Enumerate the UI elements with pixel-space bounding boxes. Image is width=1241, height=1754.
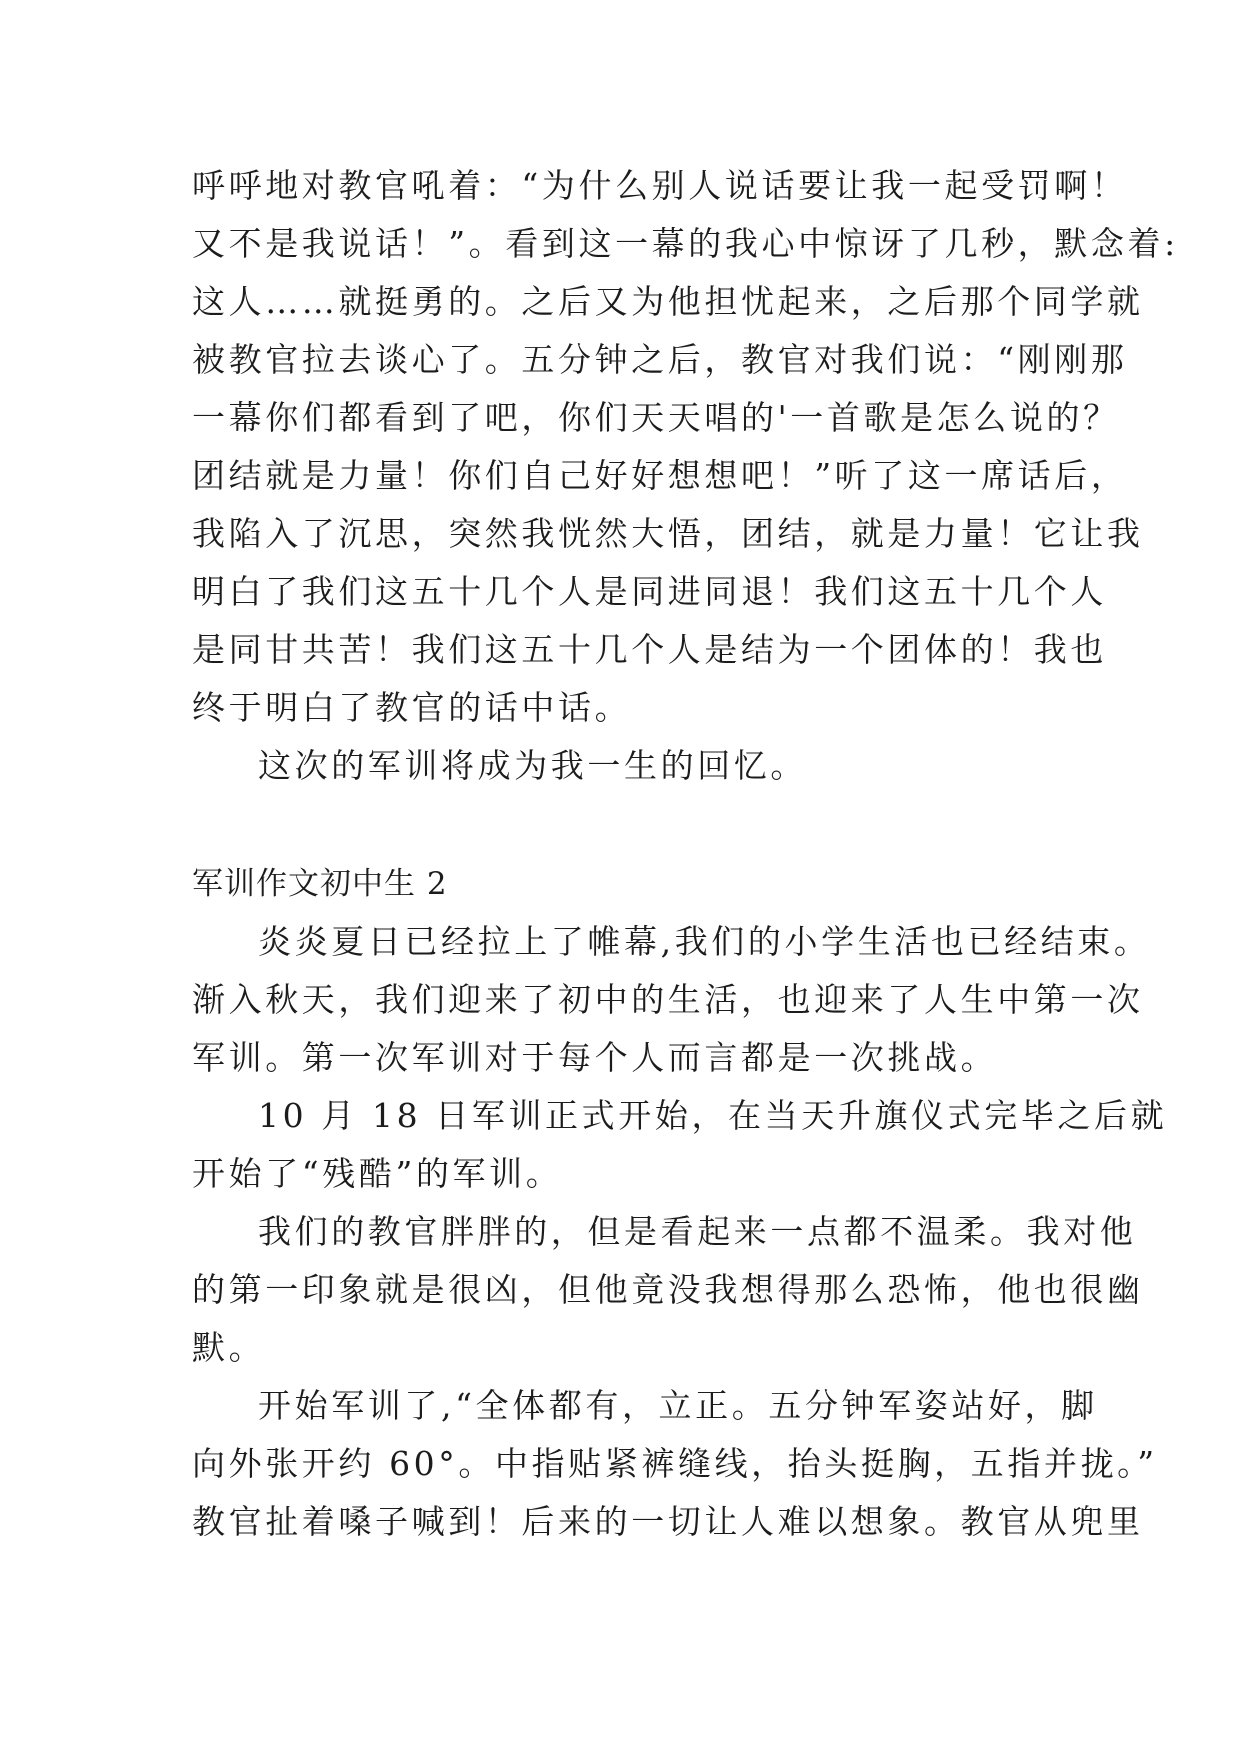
paragraph-1-line-5: 一幕你们都看到了吧，你们天天唱的'一首歌是怎么说的？ xyxy=(192,398,1120,437)
paragraph-4-line-2: 开始了“残酷”的军训。 xyxy=(192,1154,563,1193)
paragraph-5-line-1: 我们的教官胖胖的，但是看起来一点都不温柔。我对他 xyxy=(258,1212,1137,1251)
paragraph-6-line-2: 向外张开约 60°。中指贴紧裤缝线，抬头挺胸，五指并拢。” xyxy=(192,1444,1158,1483)
paragraph-1-line-2: 又不是我说话！”。看到这一幕的我心中惊讶了几秒，默念着: xyxy=(192,224,1179,263)
paragraph-1-line-7: 我陷入了沉思，突然我恍然大悟，团结，就是力量！它让我 xyxy=(192,514,1144,553)
paragraph-2-line-1: 这次的军训将成为我一生的回忆。 xyxy=(258,746,807,785)
paragraph-3-line-3: 军训。第一次军训对于每个人而言都是一次挑战。 xyxy=(192,1038,998,1077)
paragraph-1-line-10: 终于明白了教官的话中话。 xyxy=(192,688,632,727)
paragraph-1-line-4: 被教官拉去谈心了。五分钟之后，教官对我们说：“刚刚那 xyxy=(192,340,1128,379)
paragraph-4-line-1: 10 月 18 日军训正式开始，在当天升旗仪式完毕之后就 xyxy=(258,1096,1168,1135)
paragraph-1-line-1: 呼呼地对教官吼着：“为什么别人说话要让我一起受罚啊！ xyxy=(192,166,1128,205)
paragraph-1-line-9: 是同甘共苦！我们这五十几个人是结为一个团体的！我也 xyxy=(192,630,1107,669)
paragraph-6-line-1: 开始军训了,“全体都有，立正。五分钟军姿站好，脚 xyxy=(258,1386,1098,1425)
paragraph-5-line-2: 的第一印象就是很凶，但他竟没我想得那么恐怖，他也很幽 xyxy=(192,1270,1144,1309)
paragraph-5-line-3: 默。 xyxy=(192,1328,266,1367)
paragraph-6-line-3: 教官扯着嗓子喊到！后来的一切让人难以想象。教官从兜里 xyxy=(192,1502,1144,1541)
paragraph-1-line-8: 明白了我们这五十几个人是同进同退！我们这五十几个人 xyxy=(192,572,1107,611)
section-heading: 军训作文初中生 2 xyxy=(192,866,448,902)
paragraph-3-line-2: 渐入秋天，我们迎来了初中的生活，也迎来了人生中第一次 xyxy=(192,980,1144,1019)
paragraph-1-line-3: 这人……就挺勇的。之后又为他担忧起来，之后那个同学就 xyxy=(192,282,1144,321)
paragraph-3-line-1: 炎炎夏日已经拉上了帷幕,我们的小学生活也已经结束。 xyxy=(258,922,1151,961)
paragraph-1-line-6: 团结就是力量！你们自己好好想想吧！”听了这一席话后， xyxy=(192,456,1128,495)
